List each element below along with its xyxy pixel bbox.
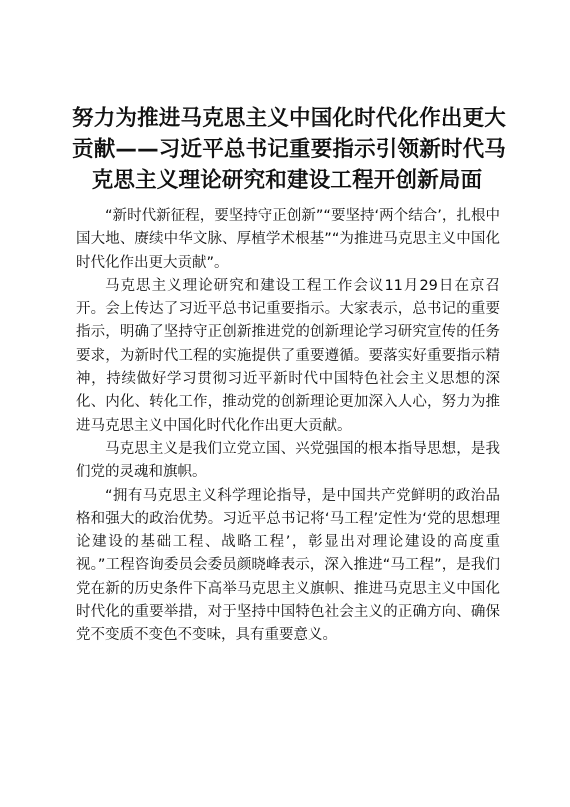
title-line-2: 贡献——习近平总书记重要指示引领新时代马 — [72, 137, 507, 162]
paragraph-expert: “拥有马克思主义科学理论指导，是中国共产党鲜明的政治品格和强大的政治优势。习近平总书记将‘马工程’定性为‘党的思想理论建设的基础工程、战略工程’，彰显出对理论建设的高度重视。”工程咨询委员会委员颜晓峰表示，深入推进“马工程”，是我们党在新的历史条件下高举马克思主义旗帜、推进马克思主义中国化时代化的重要举措，对于坚持中国特色社会主义的正确方向、确保党不变质不变色不变味，具有重要意义。 — [76, 487, 500, 644]
title-line-1: 努力为推进马克思主义中国化时代化作出更大 — [72, 106, 507, 131]
paragraph-quote: “新时代新征程，要坚持守正创新”“要坚持‘两个结合’，扎根中国大地、赓续中华文脉、厚植学术根基”“为推进马克思主义中国化时代化作出更大贡献”。 — [76, 208, 500, 271]
title-line-3: 克思主义理论研究和建设工程开创新局面 — [91, 168, 483, 193]
article-title — [72, 103, 507, 196]
paragraph-marxism: 马克思主义是我们立党立国、兴党强国的根本指导思想，是我们党的灵魂和旗帜。 — [76, 440, 500, 481]
paragraph-meeting: 马克思主义理论研究和建设工程工作会议11月29日在京召开。会上传达了习近平总书记重要指示。大家表示，总书记的重要指示，明确了坚持守正创新推进党的创新理论学习研究宣传的任务要求，为新时代工程的实施提供了重要遵循。要落实好重要指示精神，持续做好学习贯彻习近平新时代中国特色社会主义思想的深化、内化、转化工作，推动党的创新理论更加深入人心，努力为推进马克思主义中国化时代化作出更大贡献。 — [76, 277, 500, 434]
article-body — [76, 205, 500, 648]
